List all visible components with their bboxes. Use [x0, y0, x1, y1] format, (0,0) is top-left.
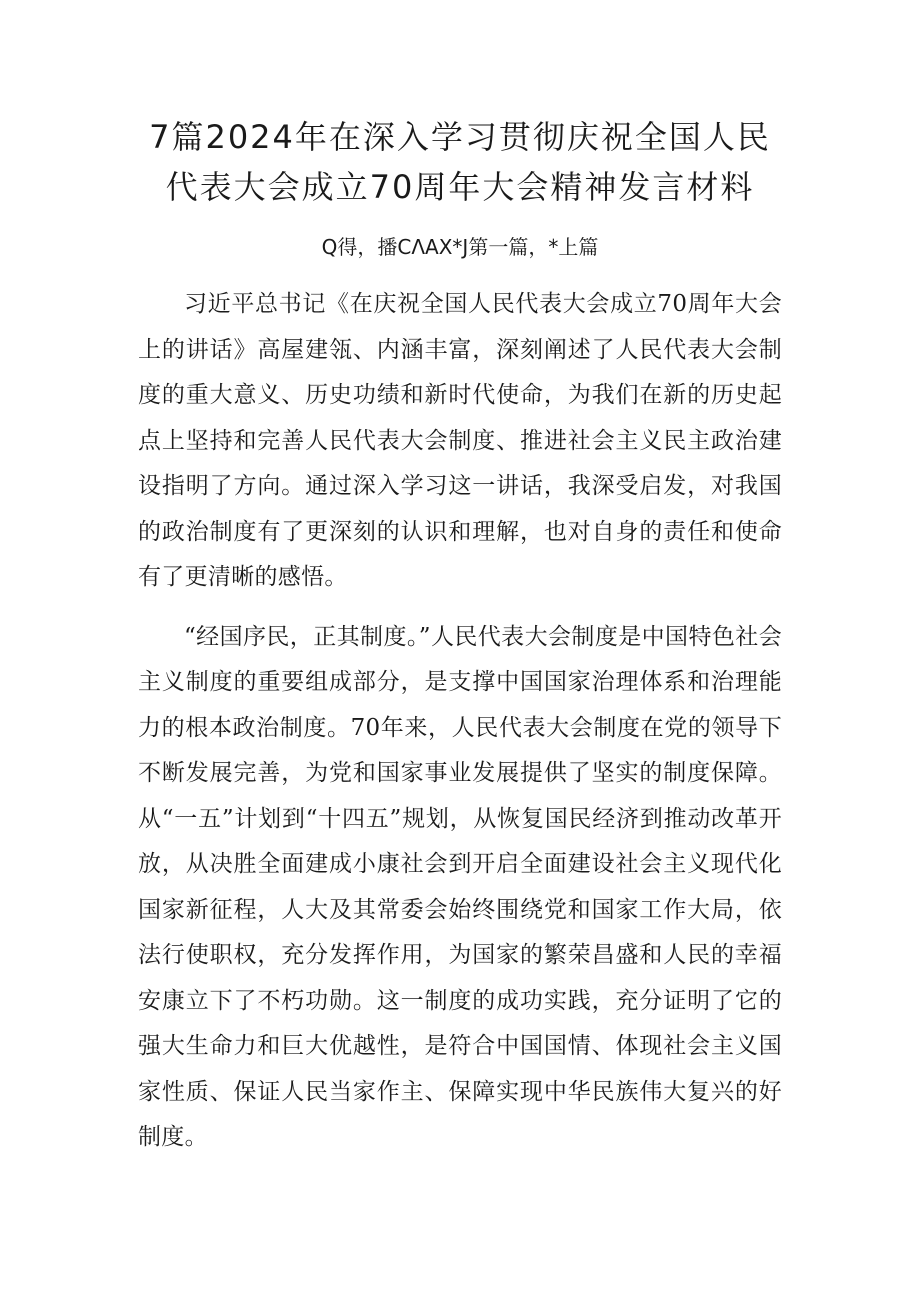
document-title-line-1: 7篇2024年在深入学习贯彻庆祝全国人民 [149, 118, 771, 156]
document-subtitle: Q得，播CΛAX*J第一篇，*上篇 [321, 235, 599, 259]
document-title-line-2: 代表大会成立70周年大会精神发言材料 [165, 168, 755, 206]
body-paragraph-1: 习近平总书记《在庆祝全国人民代表大会成立70周年大会上的讲话》高屋建瓴、内涵丰富，深刻阐述了人民代表大会制度的重大意义、历史功绩和新时代使命，为我们在新的历史起点上坚持和完善人民代表大会制度、推进社会主义民主政治建设指明了方向。通过深入学习这一讲话，我深受启发，对我国的政治制度有了更深刻的认识和理解，也对自身的责任和使命有了更清晰的感悟。 [138, 291, 782, 590]
document-body [138, 282, 782, 1161]
body-paragraph-2: “经国序民，正其制度。”人民代表大会制度是中国特色社会主义制度的重要组成部分，是支撑中国国家治理体系和治理能力的根本政治制度。70年来，人民代表大会制度在党的领导下不断发展完善，为党和国家事业发展提供了坚实的制度保障。从“一五”计划到“十四五”规划，从恢复国民经济到推动改革开放，从决胜全面建成小康社会到开启全面建设社会主义现代化国家新征程，人大及其常委会始终围绕党和国家工作大局，依法行使职权，充分发挥作用，为国家的繁荣昌盛和人民的幸福安康立下了不朽功勋。这一制度的成功实践，充分证明了它的强大生命力和巨大优越性，是符合中国国情、体现社会主义国家性质、保证人民当家作主、保障实现中华民族伟大复兴的好制度。 [138, 623, 782, 1150]
document-title [120, 112, 800, 212]
